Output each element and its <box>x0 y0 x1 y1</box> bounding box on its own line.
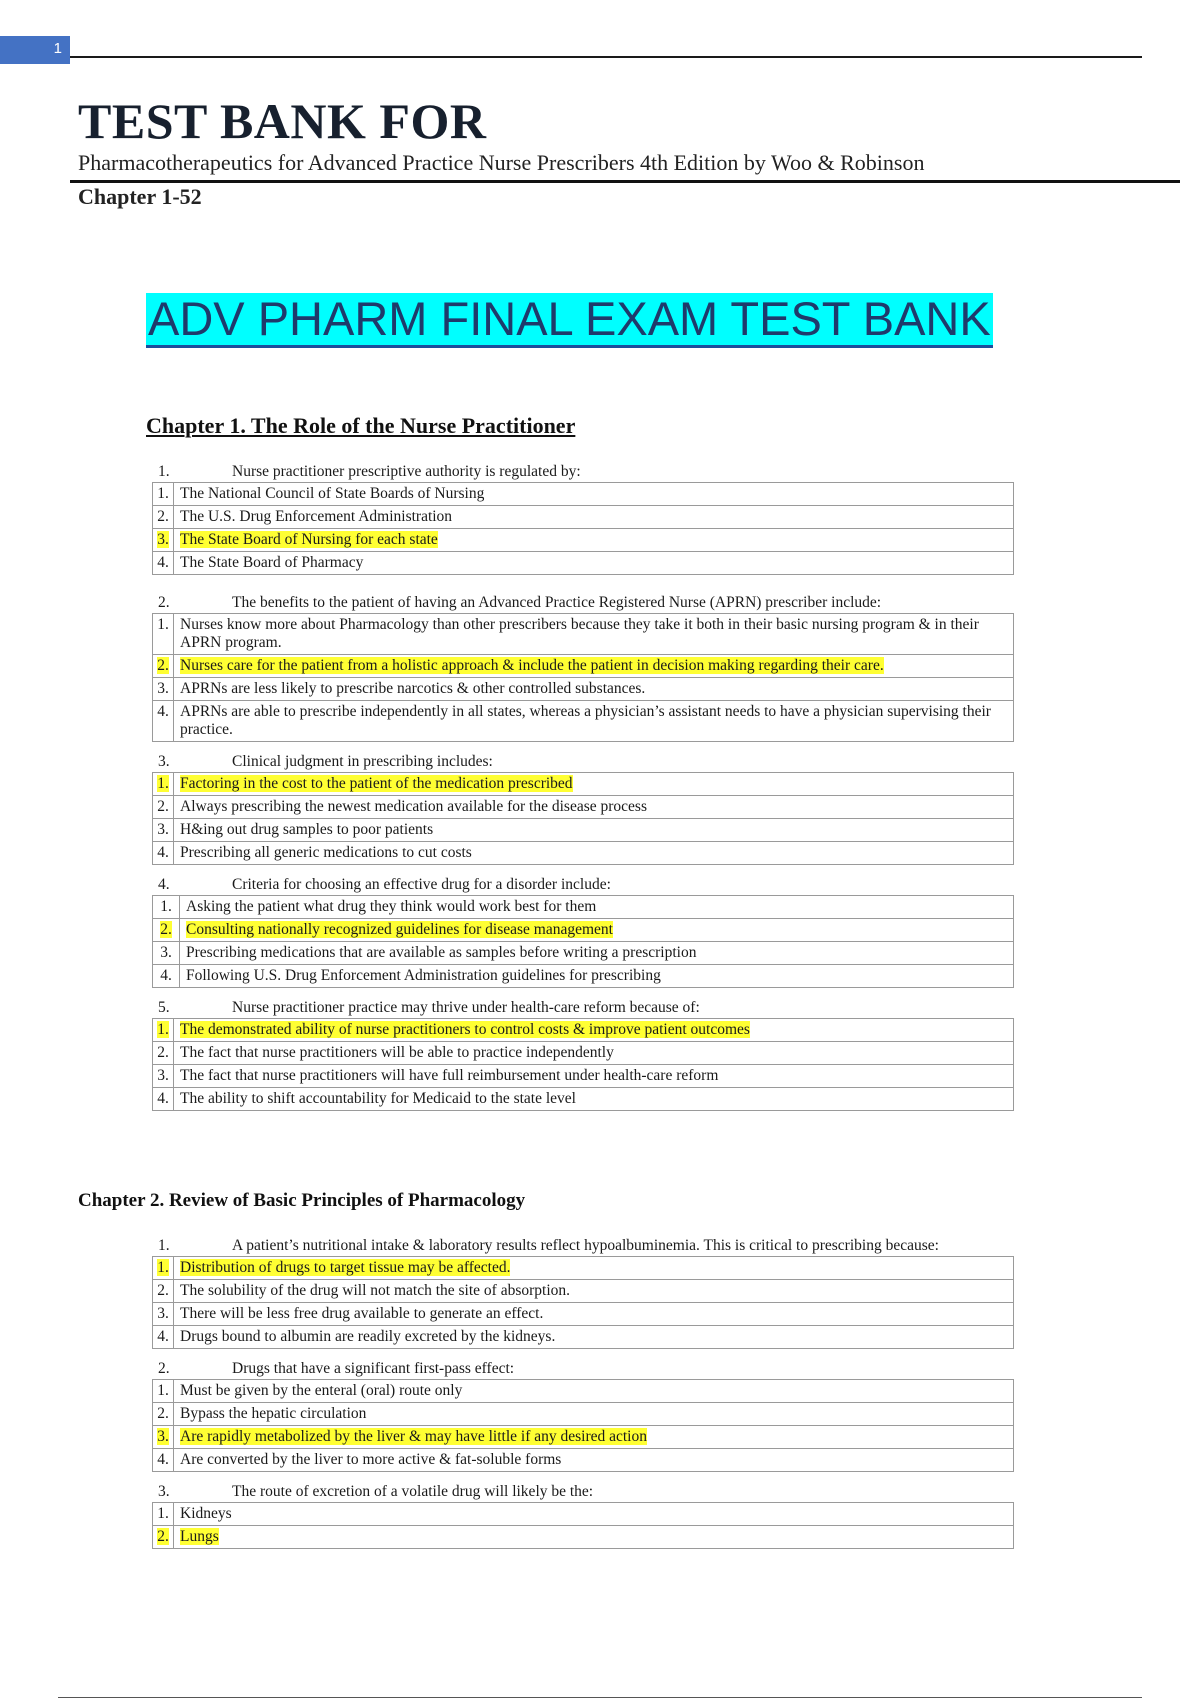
answer-option <box>153 1325 1013 1348</box>
question-stem <box>152 462 1014 482</box>
answer-text: The demonstrated ability of nurse practitioners to control costs & improve patient outcomes <box>180 1021 750 1038</box>
question-number: 1. <box>158 463 170 480</box>
answer-option <box>153 1503 1013 1525</box>
answer-text: The ability to shift accountability for Medicaid to the state level <box>180 1090 576 1107</box>
question-number: 3. <box>158 1483 170 1500</box>
answer-number: 4. <box>153 552 174 574</box>
answer-number: 1. <box>153 1503 174 1525</box>
answer-number: 1. <box>153 1019 174 1041</box>
question-text: Nurse practitioner practice may thrive under health-care reform because of: <box>232 999 700 1016</box>
answer-number: 2. <box>153 506 174 528</box>
answer-number: 4. <box>153 701 174 741</box>
question-item <box>152 1359 1014 1472</box>
answer-number: 2. <box>153 919 180 941</box>
answer-option <box>153 964 1013 987</box>
answer-text: The solubility of the drug will not match the site of absorption. <box>180 1282 571 1299</box>
answer-text: Are converted by the liver to more active & fat-soluble forms <box>180 1451 562 1468</box>
answer-number: 3. <box>153 819 174 841</box>
answer-option <box>153 505 1013 528</box>
answer-option-correct <box>153 1525 1013 1548</box>
answer-table <box>152 613 1014 742</box>
answer-number: 4. <box>153 1449 174 1471</box>
answer-option-correct <box>153 1425 1013 1448</box>
document-title: TEST BANK FOR <box>78 93 487 149</box>
footer-rule <box>58 1697 1142 1698</box>
question-item <box>152 593 1014 742</box>
answer-text: Following U.S. Drug Enforcement Administration guidelines for prescribing <box>186 967 661 984</box>
question-text: The benefits to the patient of having an Advanced Practice Registered Nurse (APRN) prescriber include: <box>232 594 882 611</box>
answer-number: 1. <box>153 1257 174 1279</box>
answer-number: 1. <box>153 896 180 918</box>
question-text: A patient’s nutritional intake & laboratory results reflect hypoalbuminemia. This is critical to prescribing because: <box>232 1237 939 1254</box>
answer-option <box>153 896 1013 918</box>
answer-option <box>153 1087 1013 1110</box>
question-number: 4. <box>158 876 170 893</box>
answer-text: Prescribing all generic medications to cut costs <box>180 844 472 861</box>
question-number: 1. <box>158 1237 170 1254</box>
answer-option <box>153 941 1013 964</box>
answer-option <box>153 614 1013 654</box>
answer-number: 3. <box>153 529 174 551</box>
answer-table <box>152 1018 1014 1111</box>
answer-number: 2. <box>153 796 174 818</box>
answer-number: 1. <box>153 1380 174 1402</box>
answer-number: 1. <box>153 483 174 505</box>
question-item <box>152 752 1014 865</box>
answer-option <box>153 700 1013 741</box>
answer-text: APRNs are less likely to prescribe narcotics & other controlled substances. <box>180 680 646 697</box>
exam-banner: ADV PHARM FINAL EXAM TEST BANK <box>146 293 993 348</box>
answer-option-correct <box>153 1257 1013 1279</box>
chapter-2-heading: Chapter 2. Review of Basic Principles of Pharmacology <box>78 1190 526 1211</box>
answer-text: The National Council of State Boards of Nursing <box>180 485 485 502</box>
chapter-1-questions <box>152 462 1014 1121</box>
answer-table <box>152 1502 1014 1549</box>
answer-number: 2. <box>153 1042 174 1064</box>
answer-option <box>153 795 1013 818</box>
question-number: 3. <box>158 753 170 770</box>
question-item <box>152 998 1014 1111</box>
question-stem <box>152 875 1014 895</box>
answer-table <box>152 895 1014 988</box>
answer-number: 4. <box>153 1326 174 1348</box>
answer-text: Must be given by the enteral (oral) route only <box>180 1382 463 1399</box>
question-number: 2. <box>158 1360 170 1377</box>
answer-text: Bypass the hepatic circulation <box>180 1405 367 1422</box>
answer-option <box>153 483 1013 505</box>
answer-number: 2. <box>153 1403 174 1425</box>
answer-text: Factoring in the cost to the patient of the medication prescribed <box>180 775 573 792</box>
answer-number: 2. <box>153 1280 174 1302</box>
answer-number: 3. <box>153 1303 174 1325</box>
answer-option-correct <box>153 918 1013 941</box>
question-item <box>152 875 1014 988</box>
answer-number: 1. <box>153 773 174 795</box>
answer-option-correct <box>153 1019 1013 1041</box>
answer-number: 3. <box>153 942 180 964</box>
question-text: Criteria for choosing an effective drug for a disorder include: <box>232 876 611 893</box>
answer-table <box>152 772 1014 865</box>
answer-text: Kidneys <box>180 1505 232 1522</box>
answer-text: The fact that nurse practitioners will have full reimbursement under health-care reform <box>180 1067 719 1084</box>
answer-text: Nurses know more about Pharmacology than other prescribers because they take it both in their basic nursing program & in their APRN program. <box>180 616 979 651</box>
question-text: Nurse practitioner prescriptive authority is regulated by: <box>232 463 581 480</box>
answer-option <box>153 818 1013 841</box>
question-text: The route of excretion of a volatile drug will likely be the: <box>232 1483 594 1500</box>
answer-number: 4. <box>153 1088 174 1110</box>
answer-text: The U.S. Drug Enforcement Administration <box>180 508 453 525</box>
answer-option-correct <box>153 654 1013 677</box>
document-subtitle: Pharmacotherapeutics for Advanced Practice Nurse Prescribers 4th Edition by Woo & Robinson <box>78 150 925 175</box>
answer-number: 3. <box>153 1426 174 1448</box>
answer-text: There will be less free drug available to generate an effect. <box>180 1305 544 1322</box>
answer-number: 2. <box>153 655 174 677</box>
answer-option <box>153 1064 1013 1087</box>
answer-table <box>152 1379 1014 1472</box>
answer-number: 4. <box>153 965 180 987</box>
question-item <box>152 1236 1014 1349</box>
answer-option-correct <box>153 773 1013 795</box>
answer-text: Always prescribing the newest medication available for the disease process <box>180 798 647 815</box>
answer-option <box>153 1302 1013 1325</box>
subtitle-rule <box>70 180 1180 183</box>
chapter-1-heading: Chapter 1. The Role of the Nurse Practitioner <box>146 413 576 438</box>
answer-number: 1. <box>153 614 174 654</box>
answer-text: The State Board of Nursing for each state <box>180 531 438 548</box>
chapter-2-questions <box>152 1236 1014 1559</box>
question-item <box>152 1482 1014 1549</box>
answer-text: Consulting nationally recognized guidelines for disease management <box>186 921 613 938</box>
answer-text: The fact that nurse practitioners will be able to practice independently <box>180 1044 614 1061</box>
answer-option <box>153 841 1013 864</box>
answer-text: Lungs <box>180 1528 219 1545</box>
answer-option <box>153 551 1013 574</box>
answer-number: 3. <box>153 1065 174 1087</box>
page-number-badge: 1 <box>0 36 70 64</box>
answer-option-correct <box>153 528 1013 551</box>
answer-text: Are rapidly metabolized by the liver & may have little if any desired action <box>180 1428 647 1445</box>
answer-text: Drugs bound to albumin are readily excreted by the kidneys. <box>180 1328 556 1345</box>
question-text: Drugs that have a significant first-pass effect: <box>232 1360 515 1377</box>
answer-table <box>152 482 1014 575</box>
answer-option <box>153 1402 1013 1425</box>
question-text: Clinical judgment in prescribing includes: <box>232 753 493 770</box>
answer-text: Nurses care for the patient from a holistic approach & include the patient in decision making regarding their care. <box>180 657 884 674</box>
answer-number: 2. <box>153 1526 174 1548</box>
answer-option <box>153 1279 1013 1302</box>
answer-text: APRNs are able to prescribe independently in all states, whereas a physician’s assistant needs to have a physician supervising their practice. <box>180 703 991 738</box>
answer-option <box>153 677 1013 700</box>
answer-option <box>153 1041 1013 1064</box>
answer-number: 3. <box>153 678 174 700</box>
answer-option <box>153 1380 1013 1402</box>
chapter-range: Chapter 1-52 <box>78 184 202 209</box>
answer-text: Distribution of drugs to target tissue may be affected. <box>180 1259 511 1276</box>
header-rule <box>70 56 1142 58</box>
question-number: 5. <box>158 999 170 1016</box>
question-stem <box>152 1359 1014 1379</box>
question-number: 2. <box>158 594 170 611</box>
question-stem <box>152 1482 1014 1502</box>
answer-text: H&ing out drug samples to poor patients <box>180 821 434 838</box>
answer-table <box>152 1256 1014 1349</box>
answer-number: 4. <box>153 842 174 864</box>
question-stem <box>152 1236 1014 1256</box>
answer-text: Prescribing medications that are available as samples before writing a prescription <box>186 944 697 961</box>
question-stem <box>152 752 1014 772</box>
answer-text: Asking the patient what drug they think would work best for them <box>186 898 597 915</box>
question-stem <box>152 998 1014 1018</box>
answer-option <box>153 1448 1013 1471</box>
question-stem <box>152 593 1014 613</box>
question-item <box>152 462 1014 575</box>
answer-text: The State Board of Pharmacy <box>180 554 364 571</box>
